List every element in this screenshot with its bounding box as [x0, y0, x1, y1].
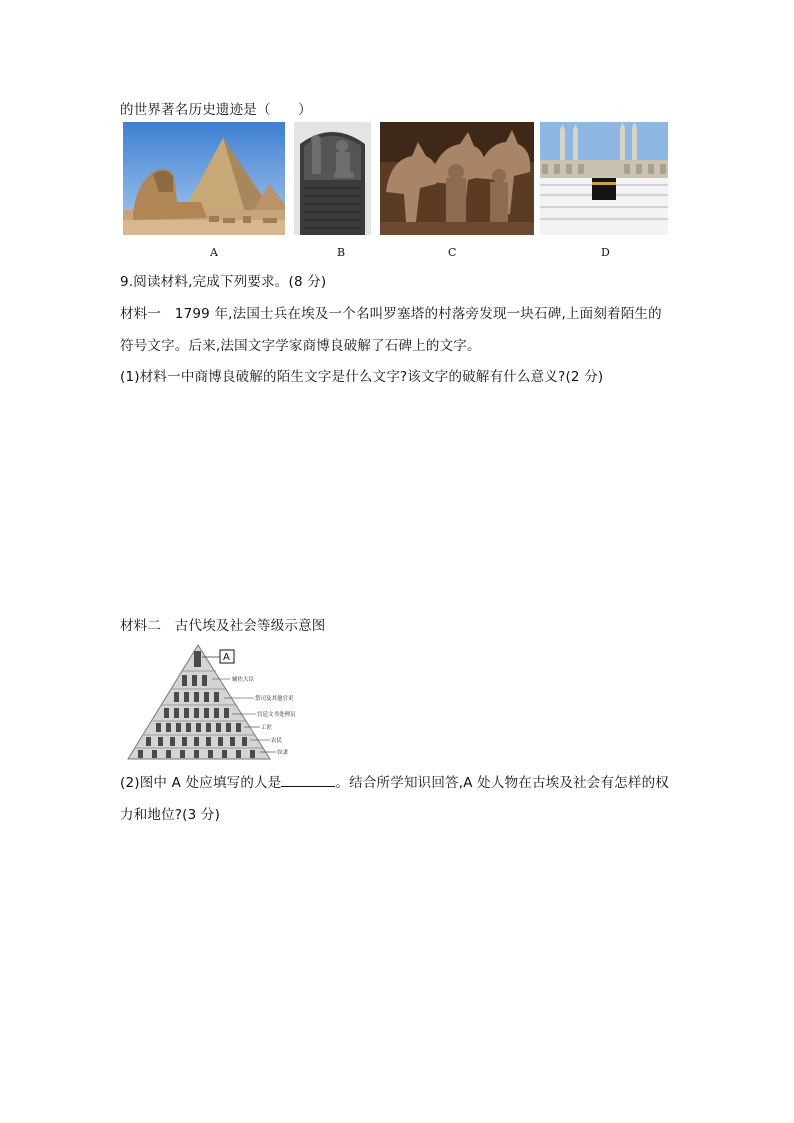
pyramids-and-sphinx-photo	[123, 122, 285, 235]
pyramid-label-scribes: 宫廷文书处理员	[257, 712, 296, 718]
sub-question-2-part1: (2)图中 A 处应填写的人是	[120, 775, 282, 791]
social-hierarchy-pyramid	[120, 641, 300, 761]
sub-question-1: (1)材料一中商博良破解的陌生文字是什么文字?该文字的破解有什么意义?(2 分)	[120, 369, 604, 385]
pyramid-label-farmers: 农民	[271, 738, 283, 744]
pyramid-label-priests: 祭司及其他官吏	[255, 696, 294, 702]
code-of-hammurabi-stele-photo	[294, 122, 371, 235]
pyramid-box-a: A	[223, 652, 230, 663]
sub-question-2-part2: 。结合所学知识回答,A 处人物在古埃及社会有怎样的权	[335, 775, 669, 791]
q8-stem-tail: 的世界著名历史遗迹是（ ）	[120, 102, 312, 118]
answer-blank[interactable]	[281, 774, 335, 787]
option-c-label: C	[448, 246, 457, 259]
pyramid-label-artisans: 工匠	[261, 725, 273, 731]
pyramid-label-slaves: 奴隶	[277, 750, 289, 756]
mecca-kaaba-photo	[540, 122, 668, 235]
option-d-label: D	[601, 246, 610, 259]
material1-line2: 符号文字。后来,法国文字学家商博良破解了石碑上的文字。	[120, 338, 481, 354]
option-b-label: B	[337, 246, 346, 259]
option-a-label: A	[210, 246, 218, 259]
pyramid-label-ministers: 辅佐大臣	[232, 677, 255, 683]
q9-title: 9.阅读材料,完成下列要求。(8 分)	[120, 274, 327, 290]
sub-question-2-line2: 力和地位?(3 分)	[120, 807, 221, 823]
terracotta-army-photo	[380, 122, 534, 235]
material2-title: 材料二 古代埃及社会等级示意图	[120, 618, 326, 634]
sub-question-2-line1	[120, 771, 669, 791]
material1-line1: 材料一 1799 年,法国士兵在埃及一个名叫罗塞塔的村落旁发现一块石碑,上面刻着陌生的	[120, 306, 662, 322]
